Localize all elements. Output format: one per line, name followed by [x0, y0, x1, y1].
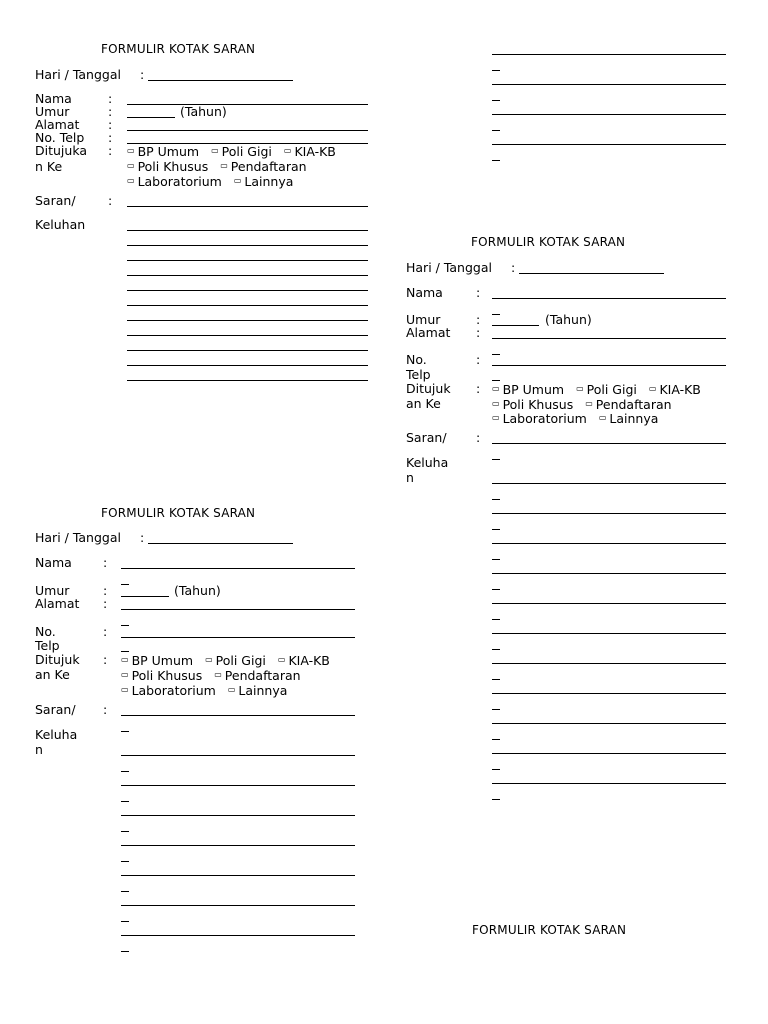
- saran-line[interactable]: [121, 815, 355, 816]
- tahun-label: (Tahun): [180, 104, 227, 119]
- saran-line[interactable]: [121, 875, 355, 876]
- line-dash: [492, 799, 500, 800]
- checkbox-icon: ▭: [598, 413, 607, 422]
- checkbox-icon: ▭: [233, 176, 242, 185]
- saran-line[interactable]: [492, 663, 726, 664]
- line-dash: [492, 559, 500, 560]
- ditujukan-label: Ditujuk: [406, 381, 451, 396]
- pendaftaran-checkbox[interactable]: ▭ Pendaftaran: [214, 668, 301, 683]
- saran-line[interactable]: [492, 633, 726, 634]
- saran-line[interactable]: [127, 365, 368, 366]
- ditujukan-label: Ditujuka: [35, 143, 87, 158]
- keluhan-label: Keluha: [35, 727, 78, 742]
- saran-line[interactable]: [492, 483, 726, 484]
- alamat-field[interactable]: [492, 338, 726, 339]
- saran-line[interactable]: [127, 206, 368, 207]
- no-telp-field[interactable]: [492, 365, 726, 366]
- laboratorium-checkbox[interactable]: ▭ Laboratorium: [121, 683, 216, 698]
- line-dash: [492, 649, 500, 650]
- saran-line[interactable]: [121, 755, 355, 756]
- saran-line[interactable]: [127, 290, 368, 291]
- saran-line[interactable]: [127, 245, 368, 246]
- line-dash: [121, 651, 129, 652]
- checkbox-icon: ▭: [205, 655, 213, 664]
- saran-line[interactable]: [492, 783, 726, 784]
- colon: :: [476, 430, 481, 445]
- line-dash: [492, 679, 500, 680]
- saran-line[interactable]: [492, 573, 726, 574]
- line-dash: [492, 769, 500, 770]
- poli-gigi-checkbox[interactable]: ▭ Poli Gigi: [211, 144, 272, 159]
- checkbox-icon: ▭: [277, 655, 286, 664]
- line-dash: [121, 861, 129, 862]
- option-row: [127, 174, 293, 189]
- line-dash: [121, 891, 129, 892]
- checkbox-icon: ▭: [127, 161, 135, 170]
- line[interactable]: [492, 114, 726, 115]
- telp-label: Telp: [35, 638, 60, 653]
- pendaftaran-checkbox[interactable]: ▭ Pendaftaran: [585, 397, 672, 412]
- checkbox-icon: ▭: [211, 146, 219, 155]
- alamat-field[interactable]: [121, 609, 355, 610]
- line-dash: [492, 130, 500, 131]
- saran-line[interactable]: [492, 723, 726, 724]
- checkbox-icon: ▭: [492, 399, 500, 408]
- line-dash: [492, 739, 500, 740]
- line[interactable]: [492, 144, 726, 145]
- option-row: [121, 653, 330, 668]
- colon: :: [108, 91, 113, 106]
- saran-line[interactable]: [121, 935, 355, 936]
- hari-tanggal-label: Hari / Tanggal: [406, 260, 492, 275]
- lainnya-checkbox[interactable]: ▭ Lainnya: [233, 174, 294, 189]
- saran-line[interactable]: [121, 845, 355, 846]
- colon: :: [103, 583, 108, 598]
- poli-khusus-checkbox[interactable]: ▭ Poli Khusus: [121, 668, 203, 683]
- option-row: [492, 397, 672, 412]
- hari-tanggal-field[interactable]: [519, 273, 664, 274]
- line-dash: [121, 921, 129, 922]
- line-dash: [492, 529, 500, 530]
- checkbox-icon: ▭: [576, 384, 584, 393]
- colon: :: [476, 352, 481, 367]
- colon: :: [108, 143, 113, 158]
- line-dash: [492, 380, 500, 381]
- saran-line[interactable]: [121, 715, 355, 716]
- checkbox-icon: ▭: [127, 146, 135, 155]
- saran-line[interactable]: [121, 785, 355, 786]
- saran-line[interactable]: [492, 443, 726, 444]
- ditujukan-label-2: an Ke: [35, 667, 70, 682]
- checkbox-icon: ▭: [220, 161, 228, 170]
- saran-label: Saran/: [35, 702, 76, 717]
- umur-field[interactable]: [492, 325, 539, 326]
- checkbox-icon: ▭: [121, 670, 129, 679]
- keluhan-label-2: n: [35, 742, 43, 757]
- laboratorium-checkbox[interactable]: ▭ Laboratorium: [492, 411, 587, 426]
- colon: :: [140, 67, 145, 82]
- keluhan-label: Keluhan: [35, 217, 86, 232]
- line-dash: [121, 731, 129, 732]
- umur-label: Umur: [35, 583, 70, 598]
- hari-tanggal-label: Hari / Tanggal: [35, 67, 121, 82]
- poli-khusus-checkbox[interactable]: ▭ Poli Khusus: [127, 159, 209, 174]
- tahun-label: (Tahun): [545, 312, 592, 327]
- poli-gigi-checkbox[interactable]: ▭ Poli Gigi: [576, 382, 637, 397]
- nama-label: Nama: [35, 91, 72, 106]
- alamat-label: Alamat: [35, 117, 80, 132]
- no-label: No.: [406, 352, 427, 367]
- nama-field[interactable]: [121, 568, 355, 569]
- option-row: [127, 159, 307, 174]
- tahun-label: (Tahun): [174, 583, 221, 598]
- form-title: FORMULIR KOTAK SARAN: [471, 235, 626, 249]
- colon: :: [476, 325, 481, 340]
- colon: :: [103, 702, 108, 717]
- checkbox-icon: ▭: [214, 670, 222, 679]
- kia-kb-checkbox[interactable]: ▭ KIA-KB: [648, 382, 701, 397]
- lainnya-checkbox[interactable]: ▭ Lainnya: [227, 683, 288, 698]
- colon: :: [108, 104, 113, 119]
- nama-field[interactable]: [492, 298, 726, 299]
- saran-line[interactable]: [127, 320, 368, 321]
- line[interactable]: [492, 84, 726, 85]
- checkbox-icon: ▭: [121, 685, 129, 694]
- umur-label: Umur: [35, 104, 70, 119]
- colon: :: [108, 130, 113, 145]
- line-dash: [121, 951, 129, 952]
- pendaftaran-checkbox[interactable]: ▭ Pendaftaran: [220, 159, 307, 174]
- line[interactable]: [492, 54, 726, 55]
- keluhan-label-2: n: [406, 470, 414, 485]
- umur-label: Umur: [406, 312, 441, 327]
- saran-line[interactable]: [492, 603, 726, 604]
- line-dash: [121, 625, 129, 626]
- saran-line[interactable]: [492, 543, 726, 544]
- line-dash: [492, 459, 500, 460]
- line-dash: [492, 314, 500, 315]
- line-dash: [492, 70, 500, 71]
- bp-umum-checkbox[interactable]: ▭ BP Umum: [127, 144, 200, 159]
- option-row: [121, 668, 301, 683]
- saran-line[interactable]: [127, 275, 368, 276]
- form-title: FORMULIR KOTAK SARAN: [101, 42, 256, 56]
- saran-line[interactable]: [127, 350, 368, 351]
- kia-kb-checkbox[interactable]: ▭ KIA-KB: [277, 653, 330, 668]
- line-dash: [121, 584, 129, 585]
- saran-line[interactable]: [127, 260, 368, 261]
- no-telp-label: No. Telp: [35, 130, 85, 145]
- saran-label: Saran/: [406, 430, 447, 445]
- bp-umum-checkbox[interactable]: ▭ BP Umum: [121, 653, 194, 668]
- saran-line[interactable]: [492, 693, 726, 694]
- saran-line[interactable]: [121, 905, 355, 906]
- colon: :: [476, 312, 481, 327]
- colon: :: [476, 381, 481, 396]
- poli-khusus-checkbox[interactable]: ▭ Poli Khusus: [492, 397, 574, 412]
- checkbox-icon: ▭: [492, 384, 500, 393]
- checkbox-icon: ▭: [283, 146, 292, 155]
- saran-line[interactable]: [127, 230, 368, 231]
- no-telp-field[interactable]: [121, 637, 355, 638]
- telp-label: Telp: [406, 367, 431, 382]
- hari-tanggal-field[interactable]: [148, 80, 293, 81]
- colon: :: [108, 117, 113, 132]
- alamat-field[interactable]: [127, 130, 368, 131]
- alamat-label: Alamat: [406, 325, 451, 340]
- ditujukan-label-2: an Ke: [406, 396, 441, 411]
- checkbox-icon: ▭: [121, 655, 129, 664]
- form-title: FORMULIR KOTAK SARAN: [472, 923, 627, 937]
- saran-line[interactable]: [492, 513, 726, 514]
- checkbox-icon: ▭: [648, 384, 657, 393]
- keluhan-label: Keluha: [406, 455, 449, 470]
- line-dash: [121, 771, 129, 772]
- line-dash: [492, 589, 500, 590]
- poli-gigi-checkbox[interactable]: ▭ Poli Gigi: [205, 653, 266, 668]
- saran-line[interactable]: [127, 335, 368, 336]
- line-dash: [492, 354, 500, 355]
- colon: :: [103, 624, 108, 639]
- bp-umum-checkbox[interactable]: ▭ BP Umum: [492, 382, 565, 397]
- colon: :: [140, 530, 145, 545]
- line-dash: [121, 831, 129, 832]
- saran-label: Saran/: [35, 193, 76, 208]
- umur-field[interactable]: [121, 596, 169, 597]
- hari-tanggal-field[interactable]: [148, 543, 293, 544]
- ditujukan-label-2: n Ke: [35, 159, 63, 174]
- hari-tanggal-label: Hari / Tanggal: [35, 530, 121, 545]
- colon: :: [108, 193, 113, 208]
- alamat-label: Alamat: [35, 596, 80, 611]
- option-row: [492, 411, 658, 426]
- nama-label: Nama: [35, 555, 72, 570]
- option-row: [127, 144, 336, 159]
- saran-line[interactable]: [127, 380, 368, 381]
- ditujukan-label: Ditujuk: [35, 652, 80, 667]
- umur-field[interactable]: [127, 117, 175, 118]
- option-row: [492, 382, 701, 397]
- option-row: [121, 683, 287, 698]
- colon: :: [511, 260, 516, 275]
- colon: :: [103, 652, 108, 667]
- colon: :: [103, 555, 108, 570]
- checkbox-icon: ▭: [585, 399, 593, 408]
- line-dash: [492, 499, 500, 500]
- saran-line[interactable]: [492, 753, 726, 754]
- laboratorium-checkbox[interactable]: ▭ Laboratorium: [127, 174, 222, 189]
- line-dash: [121, 801, 129, 802]
- saran-line[interactable]: [127, 305, 368, 306]
- checkbox-icon: ▭: [127, 176, 135, 185]
- kia-kb-checkbox[interactable]: ▭ KIA-KB: [283, 144, 336, 159]
- nama-field[interactable]: [127, 104, 368, 105]
- line-dash: [492, 709, 500, 710]
- form-title: FORMULIR KOTAK SARAN: [101, 506, 256, 520]
- line-dash: [492, 619, 500, 620]
- colon: :: [476, 285, 481, 300]
- colon: :: [103, 596, 108, 611]
- line-dash: [492, 100, 500, 101]
- nama-label: Nama: [406, 285, 443, 300]
- lainnya-checkbox[interactable]: ▭ Lainnya: [598, 411, 659, 426]
- no-label: No.: [35, 624, 56, 639]
- checkbox-icon: ▭: [492, 413, 500, 422]
- line-dash: [492, 160, 500, 161]
- checkbox-icon: ▭: [227, 685, 236, 694]
